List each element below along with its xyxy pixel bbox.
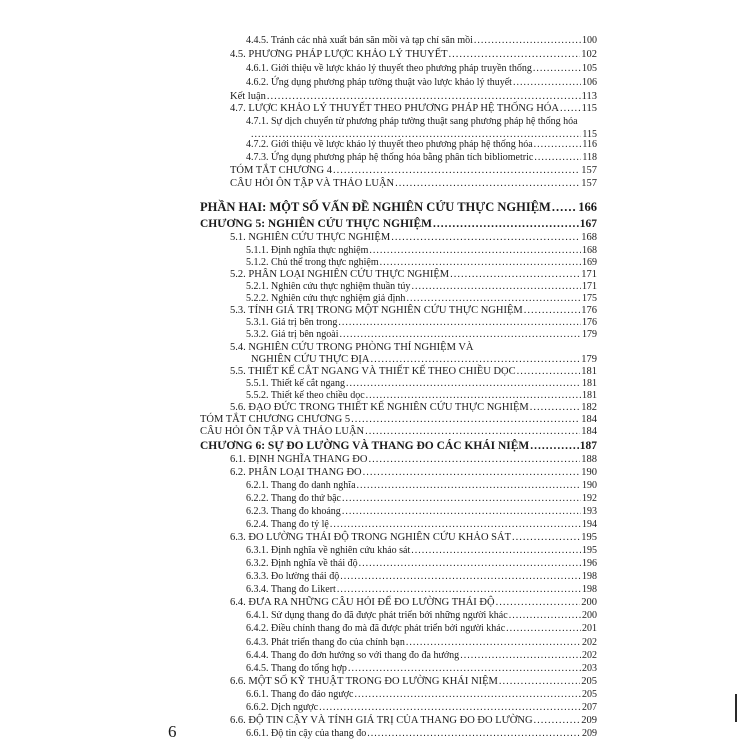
toc-leader-dots [552, 201, 577, 214]
toc-leader-dots [391, 233, 580, 244]
toc-entry [230, 92, 597, 103]
toc-entry [246, 318, 597, 328]
toc-entry-label: 6.4.2. Điều chỉnh thang đo mà đã được phát triển bởi người khác [246, 623, 506, 634]
toc-entry-label: 6.6. MỘT SỐ KỸ THUẬT TRONG ĐO LƯỜNG KHÁI NIỆM [230, 676, 498, 687]
toc-leader-dots [267, 92, 581, 103]
toc-leader-dots [351, 415, 580, 426]
toc-entry [246, 520, 597, 530]
toc-entry [246, 391, 597, 401]
toc-entry-page: 118 [582, 152, 597, 163]
toc-leader-dots [342, 507, 581, 517]
toc-entry-page: 167 [579, 218, 597, 230]
toc-entry-label: 6.3.2. Định nghĩa về thái độ [246, 558, 358, 569]
toc-entry-label: 5.4. NGHIÊN CỨU TRONG PHÒNG THÍ NGHIỆM VÀ [230, 342, 474, 353]
toc-entry-label: 5.6. ĐẠO ĐỨC TRONG THIẾT KẾ NGHIÊN CỨU THỰC NGHIỆM [230, 402, 529, 413]
toc-entry-page: 116 [582, 139, 597, 150]
toc-entry-label: 6.2.2. Thang đo thứ bậc [246, 493, 341, 504]
toc-entry-page: 190 [582, 480, 597, 491]
toc-entry-page: 188 [581, 454, 597, 465]
toc-entry [246, 546, 597, 556]
toc-entry [230, 403, 597, 414]
toc-entry-page: 115 [582, 129, 597, 140]
toc-leader-dots [366, 391, 581, 401]
toc-entry-label: 6.4.3. Phát triển thang đo của chính bạn [246, 637, 405, 648]
toc-entry-page: 171 [582, 281, 597, 292]
toc-entry-page: 198 [582, 571, 597, 582]
toc-entry [246, 379, 597, 389]
toc-entry [246, 638, 597, 648]
toc-entry-label: 6.6.2. Dịch ngược [246, 702, 319, 713]
toc-entry-page: 201 [582, 623, 597, 634]
toc-leader-dots [359, 559, 581, 569]
toc-entry [246, 140, 597, 150]
toc-entry [200, 415, 597, 426]
toc-leader-dots [340, 572, 581, 582]
toc-leader-dots [369, 246, 581, 256]
toc-entry-page: 181 [581, 366, 597, 377]
page-number: 6 [168, 722, 177, 741]
toc-entry-label: 6.3.3. Đo lường thái độ [246, 571, 340, 582]
toc-entry [230, 468, 597, 479]
toc-entry-label: 4.7. LƯỢC KHẢO LÝ THUYẾT THEO PHƯƠNG PHÁP HỆ THỐNG HÓA [230, 103, 559, 114]
toc-leader-dots [367, 729, 581, 739]
toc-leader-dots [411, 282, 581, 292]
toc-entry [246, 481, 597, 491]
toc-entry-page: 115 [581, 103, 597, 114]
toc-leader-dots [406, 638, 581, 648]
toc-entry [246, 611, 597, 621]
toc-entry-label: 6.4.4. Thang đo đơn hướng so với thang đo đa hướng [246, 650, 460, 661]
toc-entry-page: 194 [582, 519, 597, 530]
toc-entry-page: 209 [581, 715, 597, 726]
toc-leader-dots [499, 677, 580, 688]
toc-entry-label: 5.5.2. Thiết kế theo chiều dọc [246, 390, 365, 401]
toc-entry-page: 179 [582, 329, 597, 340]
toc-leader-dots [534, 716, 581, 727]
toc-entry-page: 106 [582, 77, 597, 88]
toc-entry-label: 5.2.2. Nghiên cứu thực nghiệm giả định [246, 293, 406, 304]
toc-entry [246, 78, 597, 88]
toc-entry-label: 6.4.1. Sử dụng thang đo đã được phát triển bởi những người khác [246, 610, 508, 621]
toc-leader-dots [460, 651, 581, 661]
toc-entry-page: 198 [582, 584, 597, 595]
toc-entry [230, 677, 597, 688]
toc-leader-dots [512, 533, 580, 544]
toc-entry [246, 246, 597, 256]
toc-entry-label: 6.2.4. Thang đo tỷ lệ [246, 519, 329, 530]
toc-entry-label: NGHIÊN CỨU THỰC ĐỊA [251, 354, 370, 365]
toc-entry-label: CÂU HỎI ÔN TẬP VÀ THẢO LUẬN [230, 178, 395, 189]
toc-entry-label: 6.4. ĐƯA RA NHỮNG CÂU HỎI ĐỂ ĐO LƯỜNG THÁI ĐỘ [230, 597, 495, 608]
toc-entry-label: 5.5.1. Thiết kế cắt ngang [246, 378, 345, 389]
toc-entry [230, 716, 597, 727]
toc-leader-dots [354, 690, 581, 700]
toc-entry-label: 5.5. THIẾT KẾ CẮT NGANG VÀ THIẾT KẾ THEO CHIỀU DỌC [230, 366, 516, 377]
toc-entry-page: 202 [582, 637, 597, 648]
toc-entry-page: 176 [581, 305, 597, 316]
toc-leader-dots [517, 367, 581, 378]
toc-entry-page: 190 [581, 467, 597, 478]
toc-leader-dots [496, 598, 581, 609]
toc-entry-page: 193 [582, 506, 597, 517]
toc-leader-dots [506, 624, 581, 634]
toc-leader-dots [339, 330, 581, 340]
toc-entry-label: 6.4.5. Thang đo tổng hợp [246, 663, 347, 674]
margin-line-mark [735, 694, 737, 722]
toc-entry-page: 166 [578, 200, 597, 214]
toc-entry-label: 4.7.1. Sự dịch chuyển từ phương pháp tường thuật sang phương pháp hệ thống hóa [246, 116, 578, 127]
toc-entry [230, 179, 597, 190]
toc-entry [230, 343, 597, 354]
toc-entry-page: 192 [582, 493, 597, 504]
toc-leader-dots [534, 140, 582, 150]
toc-leader-dots [370, 355, 580, 366]
toc-leader-dots [365, 427, 580, 438]
toc-entry-label: PHẦN HAI: MỘT SỐ VẤN ĐỀ NGHIÊN CỨU THỰC NGHIỆM [200, 200, 551, 214]
toc-leader-dots [337, 585, 581, 595]
toc-entry-page: 202 [582, 650, 597, 661]
toc-entry-page: 105 [582, 63, 597, 74]
toc-leader-dots [450, 270, 580, 281]
toc-entry-page: 176 [582, 317, 597, 328]
toc-entry-page: 184 [581, 414, 597, 425]
toc-entry-label: Kết luận [230, 91, 266, 102]
toc-entry [230, 598, 597, 609]
toc-entry-page: 175 [582, 293, 597, 304]
toc-leader-dots [513, 78, 581, 88]
toc-entry [246, 258, 597, 268]
toc-entry-page: 157 [581, 165, 597, 176]
toc-entry-page: 100 [582, 35, 597, 46]
toc-entry-label: 6.1. ĐỊNH NGHĨA THANG ĐO [230, 454, 368, 465]
toc-entry [246, 64, 597, 74]
toc-entry-label: 4.7.3. Ứng dụng phương pháp hệ thống hóa bằng phân tích bibliometric [246, 152, 534, 163]
toc-leader-dots [449, 50, 581, 61]
toc-entry [230, 50, 597, 61]
toc-entry-label: 5.2.1. Nghiên cứu thực nghiệm thuần túy [246, 281, 411, 292]
toc-leader-dots [509, 611, 581, 621]
toc-leader-dots [346, 379, 581, 389]
toc-entry-label: 5.3. TÍNH GIÁ TRỊ TRONG MỘT NGHIÊN CỨU THỰC NGHIỆM [230, 305, 523, 316]
toc-entry-label: 6.6. ĐỘ TIN CẬY VÀ TÍNH GIÁ TRỊ CỦA THANG ĐO ĐO LƯỜNG [230, 715, 533, 726]
toc-entry-page: 157 [581, 178, 597, 189]
toc-entry-label: 6.6.1. Thang đo đảo ngược [246, 689, 354, 700]
toc-entry-label: 4.7.2. Giới thiệu về lược khảo lý thuyết theo phương pháp hệ thống hóa [246, 139, 533, 150]
toc-leader-dots [348, 664, 581, 674]
toc-entry-label: TÓM TẮT CHƯƠNG CHƯƠNG 5 [200, 414, 351, 425]
toc-leader-dots [395, 179, 580, 190]
toc-entry-label: 5.3.1. Giá trị bên trong [246, 317, 338, 328]
toc-entry [246, 703, 597, 713]
toc-entry-page: 205 [582, 689, 597, 700]
toc-entry-label: CHƯƠNG 6: SỰ ĐO LƯỜNG VÀ THANG ĐO CÁC KHÁI NIỆM [200, 440, 530, 452]
toc-entry-label: 5.2. PHÂN LOẠI NGHIÊN CỨU THỰC NGHIỆM [230, 269, 450, 280]
toc-entry-page: 182 [581, 402, 597, 413]
toc-entry [230, 306, 597, 317]
toc-entry [246, 117, 597, 127]
toc-leader-dots [380, 258, 581, 268]
toc-entry [230, 455, 597, 466]
toc-entry-label: 4.6.2. Ứng dụng phương pháp tường thuật vào lược khảo lý thuyết [246, 77, 512, 88]
toc-entry-page: 113 [581, 91, 597, 102]
toc-entry-label: TÓM TẮT CHƯƠNG 4 [230, 165, 332, 176]
toc-entry [230, 233, 597, 244]
toc-entry [230, 533, 597, 544]
toc-entry-page: 181 [582, 378, 597, 389]
toc-entry-page: 200 [581, 597, 597, 608]
toc-leader-dots [330, 520, 581, 530]
toc-entry-label: 5.1. NGHIÊN CỨU THỰC NGHIỆM [230, 232, 391, 243]
toc-entry [246, 624, 597, 634]
toc-entry [246, 494, 597, 504]
toc-entry [246, 153, 597, 163]
toc-entry-page: 184 [581, 426, 597, 437]
toc-entry-label: 6.2.3. Thang đo khoảng [246, 506, 341, 517]
toc-leader-dots [560, 104, 581, 115]
toc-entry [246, 690, 597, 700]
toc-entry-continuation [251, 355, 597, 366]
toc-leader-dots [524, 306, 581, 317]
toc-entry-page: 171 [581, 269, 597, 280]
toc-entry-label: 6.6.1. Độ tin cậy của thang đo [246, 728, 367, 739]
toc-entry [246, 330, 597, 340]
toc-leader-dots [319, 703, 581, 713]
toc-entry [246, 507, 597, 517]
toc-entry-label: 5.3.2. Giá trị bên ngoài [246, 329, 339, 340]
toc-entry-page: 181 [582, 390, 597, 401]
toc-entry [230, 104, 597, 115]
toc-leader-dots [533, 64, 581, 74]
toc-entry [246, 282, 597, 292]
toc-entry-page: 179 [581, 354, 597, 365]
toc-entry-label: 6.2. PHÂN LOẠI THANG ĐO [230, 467, 362, 478]
toc-entry-page: 187 [579, 440, 597, 452]
toc-entry-label: 4.4.5. Tránh các nhà xuất bản săn mồi và tạp chí săn mồi [246, 35, 473, 46]
toc-leader-dots [363, 468, 581, 479]
toc-entry-label: 6.2.1. Thang đo danh nghĩa [246, 480, 356, 491]
toc-entry-label: 5.1.2. Chủ thể trong thực nghiệm [246, 257, 379, 268]
toc-entry-label: 4.5. PHƯƠNG PHÁP LƯỢC KHẢO LÝ THUYẾT [230, 49, 448, 60]
toc-entry-label: 6.3.4. Thang đo Likert [246, 584, 336, 595]
toc-part-heading [200, 201, 597, 214]
toc-entry [230, 166, 597, 177]
toc-entry-label: CÂU HỎI ÔN TẬP VÀ THẢO LUẬN [200, 426, 365, 437]
toc-leader-dots [368, 455, 580, 466]
toc-entry-page: 196 [582, 558, 597, 569]
toc-leader-dots [342, 494, 581, 504]
toc-leader-dots [406, 294, 581, 304]
toc-entry-page: 168 [581, 232, 597, 243]
toc-entry-page: 207 [582, 702, 597, 713]
toc-entry [246, 572, 597, 582]
toc-entry [246, 651, 597, 661]
toc-entry [200, 427, 597, 438]
toc-entry [246, 585, 597, 595]
toc-entry-label: 6.3.1. Định nghĩa về nghiên cứu khảo sát [246, 545, 411, 556]
toc-entry [246, 664, 597, 674]
toc-entry [230, 367, 597, 378]
toc-entry-page: 200 [582, 610, 597, 621]
toc-leader-dots [530, 403, 581, 414]
toc-entry [246, 729, 597, 739]
toc-leader-dots [333, 166, 580, 177]
toc-entry-page: 168 [582, 245, 597, 256]
toc-entry [230, 270, 597, 281]
toc-entry-page: 195 [582, 545, 597, 556]
toc-entry [246, 36, 597, 46]
toc-leader-dots [338, 318, 581, 328]
toc-entry-label: CHƯƠNG 5: NGHIÊN CỨU THỰC NGHIỆM [200, 218, 433, 230]
toc-leader-dots [411, 546, 581, 556]
toc-entry-page: 203 [582, 663, 597, 674]
toc-leader-dots [357, 481, 581, 491]
toc-entry-page: 195 [581, 532, 597, 543]
toc-entry-page: 205 [581, 676, 597, 687]
toc-entry-label: 4.6.1. Giới thiệu về lược khảo lý thuyết theo phương pháp truyền thống [246, 63, 532, 74]
toc-entry-page: 209 [582, 728, 597, 739]
toc-entry [246, 294, 597, 304]
toc-entry-page: 102 [581, 49, 597, 60]
toc-leader-dots [530, 441, 579, 453]
toc-entry [246, 559, 597, 569]
toc-entry-page: 169 [582, 257, 597, 268]
toc-leader-dots [433, 219, 579, 231]
toc-entry-label: 5.1.1. Định nghĩa thực nghiệm [246, 245, 369, 256]
toc-chapter-heading [200, 441, 597, 453]
toc-entry-label: 6.3. ĐO LƯỜNG THÁI ĐỘ TRONG NGHIÊN CỨU KHẢO SÁT [230, 532, 512, 543]
toc-leader-dots [534, 153, 581, 163]
toc-leader-dots [474, 36, 581, 46]
toc-chapter-heading [200, 219, 597, 231]
